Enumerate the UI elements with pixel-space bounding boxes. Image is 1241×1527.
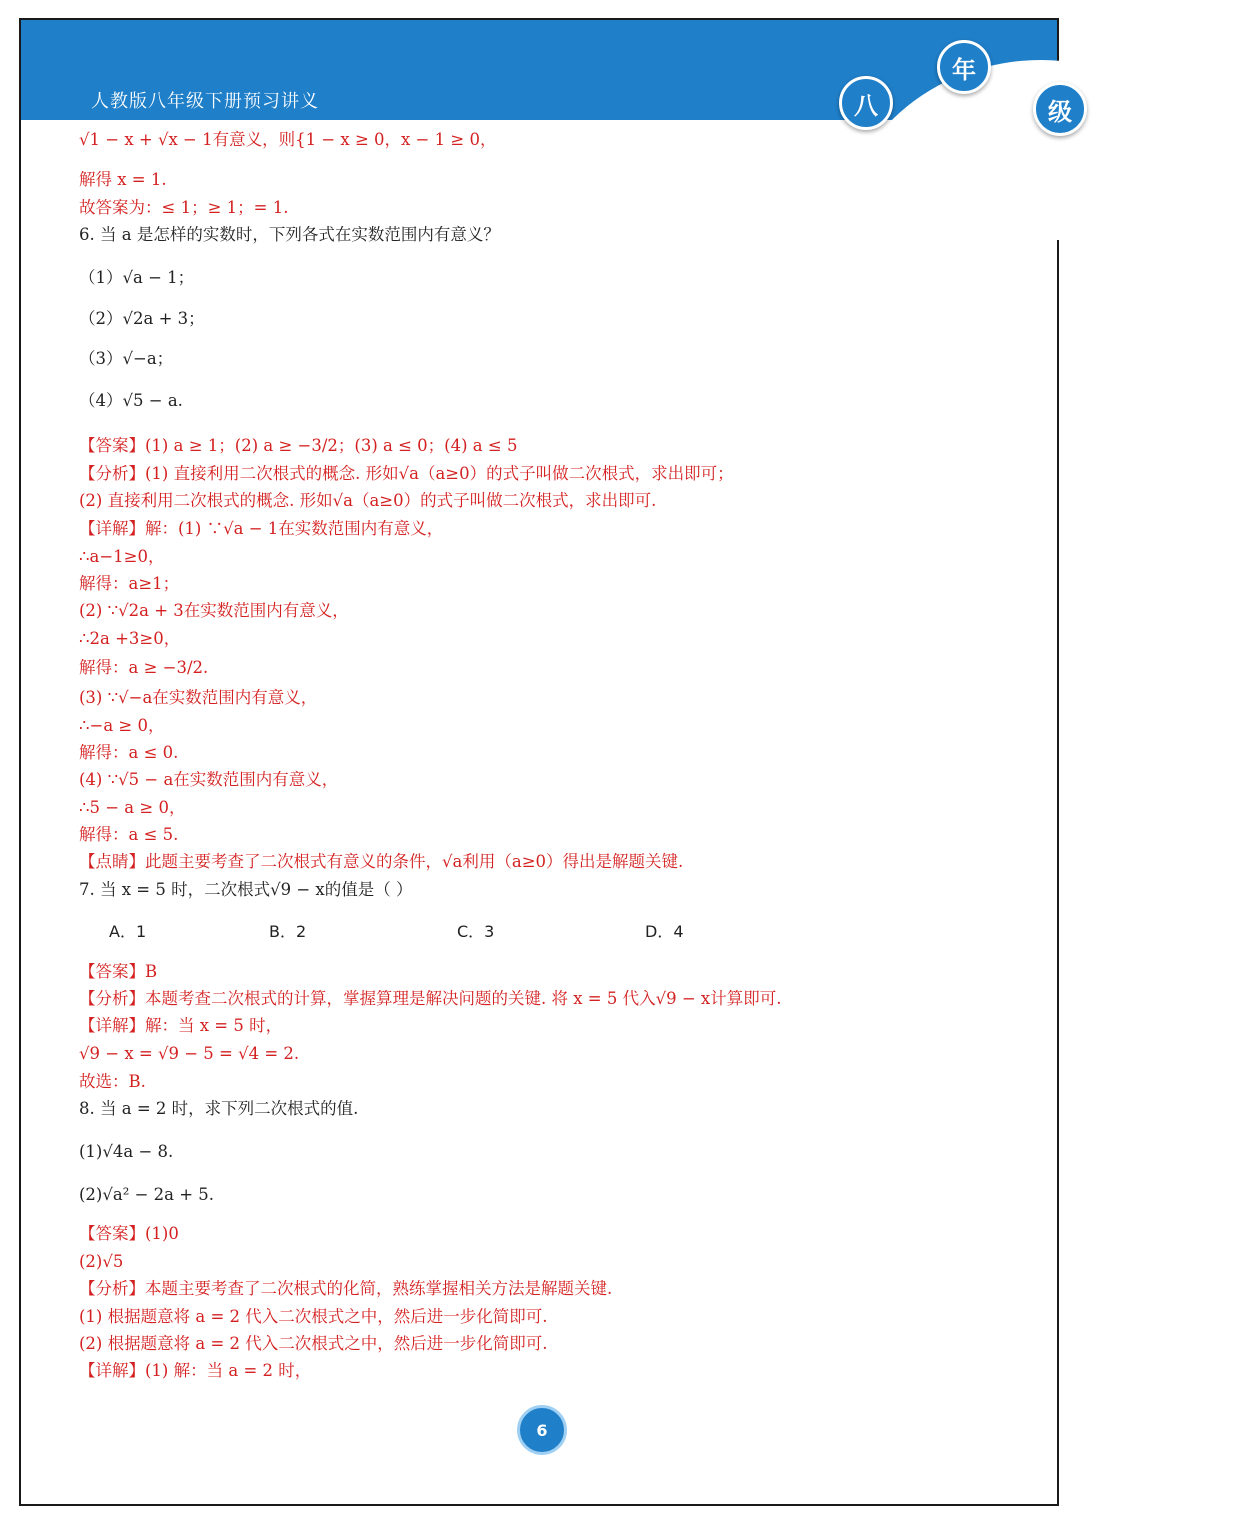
analysis-line: (2) 根据题意将 a = 2 代入二次根式之中，然后进一步化简即可. xyxy=(79,1334,548,1353)
answer-line: 【答案】(1)0 xyxy=(79,1224,179,1243)
question-6-item-3: （3）√−a； xyxy=(79,349,174,368)
option-a: A．1 xyxy=(109,922,147,941)
solution-line: 故答案为：≤ 1；≥ 1；= 1. xyxy=(79,198,289,217)
detail-line: ∴−a ≥ 0， xyxy=(79,716,165,735)
option-b: B．2 xyxy=(269,922,307,941)
answer-line: (2)√5 xyxy=(79,1252,124,1271)
detail-line: 故选：B. xyxy=(79,1072,146,1091)
analysis-line: 【分析】本题主要考查了二次根式的化简，熟练掌握相关方法是解题关键. xyxy=(79,1279,613,1298)
question-6-item-2: （2）√2a + 3； xyxy=(79,309,205,328)
question-8-item-1: (1)√4a − 8. xyxy=(79,1142,174,1161)
detail-line: 【详解】解：(1) ∵√a − 1在实数范围内有意义， xyxy=(79,519,444,538)
detail-line: ∴a−1≥0， xyxy=(79,547,165,566)
detail-line: 【详解】(1) 解：当 a = 2 时， xyxy=(79,1361,312,1380)
question-6-item-4: （4）√5 − a. xyxy=(79,391,183,410)
page-number: 6 xyxy=(517,1405,567,1455)
analysis-line: 【分析】本题考查二次根式的计算，掌握算理是解决问题的关键. 将 x = 5 代入√9 − x计算即可. xyxy=(79,989,782,1008)
question-8-item-2: (2)√a² − 2a + 5. xyxy=(79,1185,215,1204)
option-c: C．3 xyxy=(457,922,495,941)
grade-badge-ba: 八 xyxy=(839,76,893,130)
answer-line: 【答案】B xyxy=(79,962,158,981)
detail-line: ∴5 − a ≥ 0， xyxy=(79,798,186,817)
question-6-text: 6. 当 a 是怎样的实数时，下列各式在实数范围内有意义？ xyxy=(79,225,500,244)
solution-line: 解得 x = 1. xyxy=(79,170,167,189)
header-title: 人教版八年级下册预习讲义 xyxy=(91,91,319,112)
detail-line: 解得：a ≤ 5. xyxy=(79,825,179,844)
page-frame xyxy=(19,18,1072,1506)
key-point-line: 【点睛】此题主要考查了二次根式有意义的条件，√a利用（a≥0）得出是解题关键. xyxy=(79,852,684,871)
grade-badge-nian: 年 xyxy=(937,40,991,94)
question-8-text: 8. 当 a = 2 时，求下列二次根式的值. xyxy=(79,1099,359,1118)
question-7-text: 7. 当 x = 5 时，二次根式√9 − x的值是（ ） xyxy=(79,880,413,899)
detail-line: ∴2a +3≥0， xyxy=(79,629,181,648)
detail-line: (3) ∵√−a在实数范围内有意义， xyxy=(79,688,318,707)
answer-line: 【答案】(1) a ≥ 1；(2) a ≥ −3/2；(3) a ≤ 0；(4) a ≤ 5 xyxy=(79,436,518,455)
option-d: D．4 xyxy=(645,922,684,941)
detail-line: 解得：a≥1； xyxy=(79,574,180,593)
detail-line: (2) ∵√2a + 3在实数范围内有意义， xyxy=(79,601,349,620)
analysis-line: (1) 根据题意将 a = 2 代入二次根式之中，然后进一步化简即可. xyxy=(79,1307,548,1326)
detail-line: 解得：a ≥ −3/2. xyxy=(79,658,209,677)
question-6-item-1: （1）√a − 1； xyxy=(79,268,195,287)
detail-line: √9 − x = √9 − 5 = √4 = 2. xyxy=(79,1044,300,1063)
analysis-line: (2) 直接利用二次根式的概念. 形如√a（a≥0）的式子叫做二次根式，求出即可. xyxy=(79,491,657,510)
detail-line: (4) ∵√5 − a在实数范围内有意义， xyxy=(79,770,339,789)
solution-line: √1 − x + √x − 1有意义，则{1 − x ≥ 0，x − 1 ≥ 0， xyxy=(79,130,497,149)
detail-line: 解得：a ≤ 0. xyxy=(79,743,179,762)
detail-line: 【详解】解：当 x = 5 时， xyxy=(79,1016,283,1035)
grade-badge-ji: 级 xyxy=(1033,82,1087,136)
analysis-line: 【分析】(1) 直接利用二次根式的概念. 形如√a（a≥0）的式子叫做二次根式，求出即可； xyxy=(79,464,734,483)
